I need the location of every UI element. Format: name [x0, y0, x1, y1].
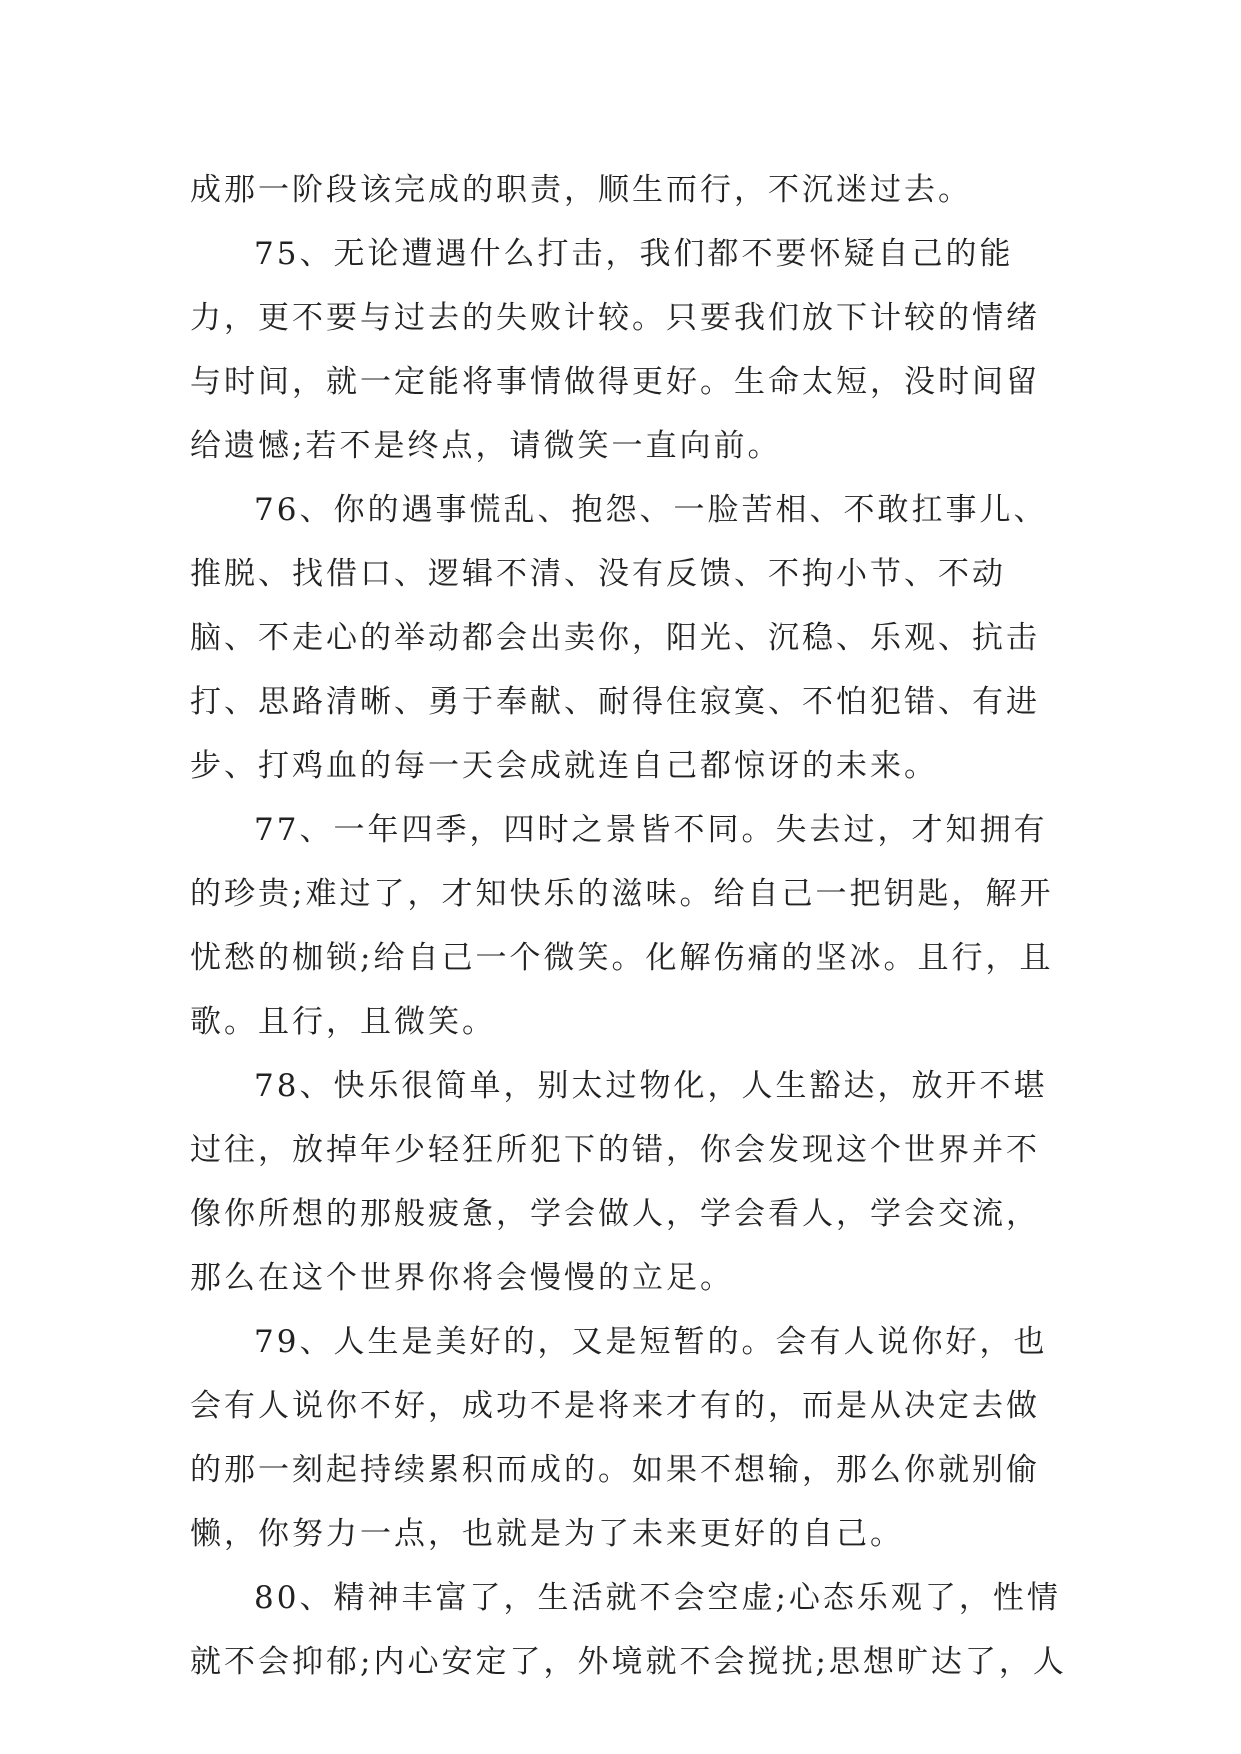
- paragraph-76: 76、你的遇事慌乱、抱怨、一脸苦相、不敢扛事儿、推脱、找借口、逻辑不清、没有反馈、不拘小节、不动脑、不走心的举动都会出卖你，阳光、沉稳、乐观、抗击打、思路清晰、勇于奉献、耐得住寂寞、不怕犯错、有进步、打鸡血的每一天会成就连自己都惊讶的未来。: [190, 492, 1048, 784]
- paragraph-80: 80、精神丰富了，生活就不会空虚;心态乐观了，性情就不会抑郁;内心安定了，外境就不会搅扰;思想旷达了，人: [190, 1580, 1067, 1680]
- paragraph-77: 77、一年四季，四时之景皆不同。失去过，才知拥有的珍贵;难过了，才知快乐的滋味。给自己一把钥匙，解开忧愁的枷锁;给自己一个微笑。化解伤痛的坚冰。且行，且歌。且行，且微笑。: [190, 812, 1054, 1040]
- paragraph-78: 78、快乐很简单，别太过物化，人生豁达，放开不堪过往，放掉年少轻狂所犯下的错，你会发现这个世界并不像你所想的那般疲惫，学会做人，学会看人，学会交流，那么在这个世界你将会慢慢的立足。: [190, 1068, 1048, 1296]
- paragraph-79: 79、人生是美好的，又是短暂的。会有人说你好，也会有人说你不好，成功不是将来才有的，而是从决定去做的那一刻起持续累积而成的。如果不想输，那么你就别偷懒，你努力一点，也就是为了未来更好的自己。: [190, 1324, 1048, 1552]
- paragraph-75: 75、无论遭遇什么打击，我们都不要怀疑自己的能力，更不要与过去的失败计较。只要我们放下计较的情绪与时间，就一定能将事情做得更好。生命太短，没时间留给遗憾;若不是终点，请微笑一直向前。: [190, 236, 1040, 464]
- document-body: [190, 158, 1070, 1694]
- paragraph-continuation: 成那一阶段该完成的职责，顺生而行，不沉迷过去。: [190, 172, 972, 208]
